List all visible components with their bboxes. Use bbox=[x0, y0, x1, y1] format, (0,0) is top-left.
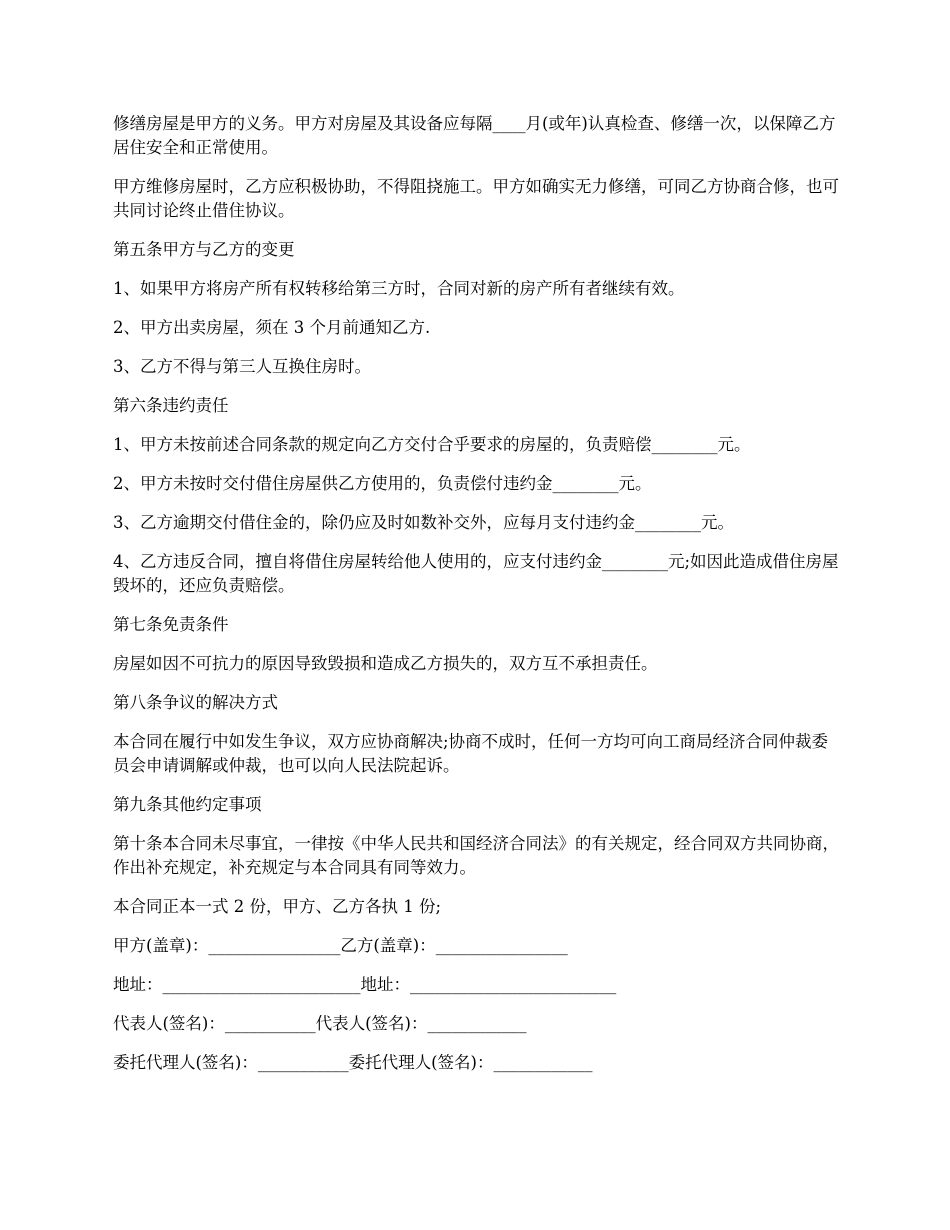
copies-statement: 本合同正本一式 2 份，甲方、乙方各执 1 份; bbox=[113, 897, 442, 916]
clause-5-3: 3、乙方不得与第三人互换住房时。 bbox=[113, 357, 371, 376]
clause-6-4: 4、乙方违反合同，擅自将借住房屋转给他人使用的，应支付违约金________元;如因此造成借住房屋毁坏的，还应负责赔偿。 bbox=[113, 552, 839, 595]
signature-address-line: 地址：________________________地址：_________________________ bbox=[113, 975, 617, 994]
signature-seal-line: 甲方(盖章)：________________乙方(盖章)：________________ bbox=[113, 936, 568, 955]
heading-article-6: 第六条违约责任 bbox=[113, 396, 229, 415]
clause-8: 本合同在履行中如发生争议，双方应协商解决;协商不成时，任何一方均可向工商局经济合同仲裁委员会申请调解或仲裁，也可以向人民法院起诉。 bbox=[113, 732, 829, 775]
clause-5-1: 1、如果甲方将房产所有权转移给第三方时，合同对新的房产所有者继续有效。 bbox=[113, 279, 685, 298]
paragraph-repair-assist: 甲方维修房屋时，乙方应积极协助，不得阻挠施工。甲方如确实无力修缮，可同乙方协商合修，也可共同讨论终止借住协议。 bbox=[113, 177, 839, 220]
heading-article-8: 第八条争议的解决方式 bbox=[113, 693, 278, 712]
clause-6-1: 1、甲方未按前述合同条款的规定向乙方交付合乎要求的房屋的，负责赔偿________元。 bbox=[113, 435, 751, 454]
document-page bbox=[113, 112, 843, 1090]
heading-article-7: 第七条免责条件 bbox=[113, 615, 229, 634]
clause-6-2: 2、甲方未按时交付借住房屋供乙方使用的，负责偿付违约金________元。 bbox=[113, 474, 652, 493]
heading-article-9: 第九条其他约定事项 bbox=[113, 795, 262, 814]
clause-6-3: 3、乙方逾期交付借住金的，除仍应及时如数补交外，应每月支付违约金________元。 bbox=[113, 513, 734, 532]
clause-5-2: 2、甲方出卖房屋，须在 3 个月前通知乙方. bbox=[113, 318, 431, 337]
heading-article-5: 第五条甲方与乙方的变更 bbox=[113, 240, 295, 259]
signature-representative-line: 代表人(签名)：___________代表人(签名)：____________ bbox=[113, 1014, 527, 1033]
paragraph-repair-duty: 修缮房屋是甲方的义务。甲方对房屋及其设备应每隔____月(或年)认真检查、修缮一次，以保障乙方居住安全和正常使用。 bbox=[113, 114, 836, 157]
signature-agent-line: 委托代理人(签名)：___________委托代理人(签名)：____________ bbox=[113, 1053, 593, 1072]
clause-7: 房屋如因不可抗力的原因导致毁损和造成乙方损失的，双方互不承担责任。 bbox=[113, 654, 658, 673]
clause-10: 第十条本合同未尽事宜，一律按《中华人民共和国经济合同法》的有关规定，经合同双方共同协商，作出补充规定，补充规定与本合同具有同等效力。 bbox=[113, 834, 839, 877]
